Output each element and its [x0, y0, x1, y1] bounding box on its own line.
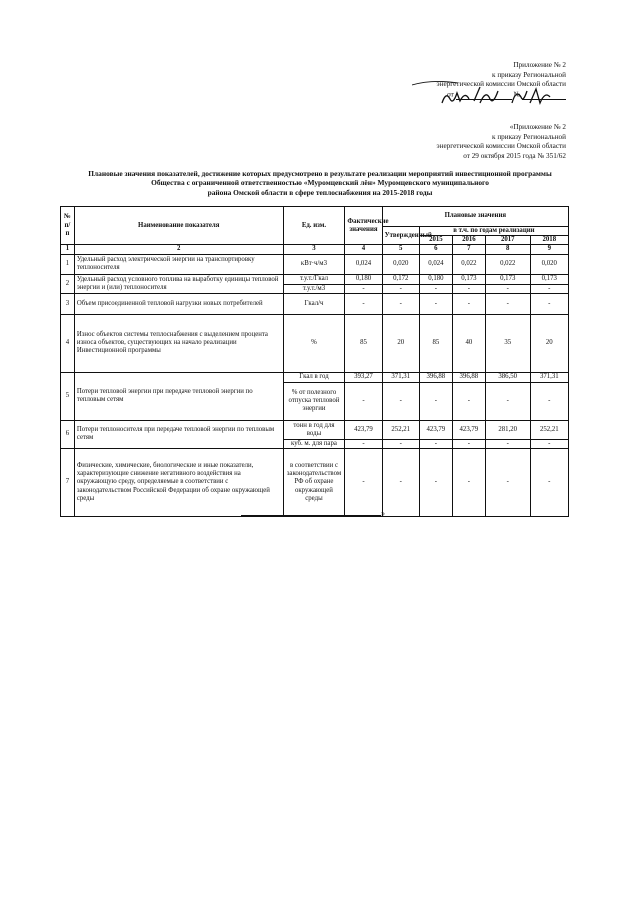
cell-value: 20 [530, 314, 568, 372]
cell-value: 396,88 [419, 372, 452, 382]
cell-value: 85 [419, 314, 452, 372]
cell-value: - [452, 293, 485, 314]
cell-value: 396,88 [452, 372, 485, 382]
title-line2: Общества с ограниченной ответственностью «Муромцевский лён» Муромцевского муниципального [151, 178, 489, 188]
row-unit: в соответствии с законодательством РФ об охране окружающей среды [283, 449, 345, 517]
cell-value: - [530, 293, 568, 314]
header-old-line2: к приказу Региональной [492, 132, 566, 141]
colnum: 2 [74, 245, 283, 254]
cell-value: - [419, 449, 452, 517]
col-2017-header: 2017 [485, 236, 530, 245]
cell-value: 0,022 [452, 254, 485, 274]
header-new-line1: Приложение № 2 [513, 61, 566, 69]
cell-value: - [382, 382, 419, 420]
cell-value: 252,21 [382, 420, 419, 439]
closing-rule [241, 515, 381, 516]
cell-value: - [530, 439, 568, 448]
cell-value: 20 [382, 314, 419, 372]
col-approved-header: Утвержденный [382, 227, 419, 245]
cell-value: 0,173 [452, 274, 485, 284]
row-unit: Гкал/ч [283, 293, 345, 314]
cell-value: 0,180 [419, 274, 452, 284]
cell-value: - [485, 382, 530, 420]
row-name: Удельный расход условного топлива на выработку единицы тепловой энергии и (или) теплоносителя [74, 274, 283, 293]
cell-value: - [382, 293, 419, 314]
plan-table [60, 206, 569, 517]
header-old-line1: «Приложение № 2 [509, 123, 566, 131]
row-unit: % [283, 314, 345, 372]
col-2015-header: 2015 [419, 236, 452, 245]
cell-value: - [382, 284, 419, 293]
header-old-line4: от 29 октября 2015 года № 351/62 [463, 151, 566, 160]
colnum: 5 [382, 245, 419, 254]
cell-value: - [485, 284, 530, 293]
colnum: 8 [485, 245, 530, 254]
cell-value: - [419, 382, 452, 420]
row-number: 2 [61, 274, 75, 293]
cell-value: 0,173 [530, 274, 568, 284]
cell-value: 386,50 [485, 372, 530, 382]
row-number: 5 [61, 372, 75, 420]
row-name: Потери теплоносителя при передаче тепловой энергии по тепловым сетям [74, 420, 283, 448]
col-plan-header: Плановые значения [382, 207, 568, 227]
cell-value: 393,27 [345, 372, 382, 382]
cell-value: 423,79 [345, 420, 382, 439]
cell-value: 0,022 [485, 254, 530, 274]
col-unit-header: Ед. изм. [283, 207, 345, 245]
cell-value: - [419, 284, 452, 293]
row-unit: кВт·ч/м3 [283, 254, 345, 274]
colnum: 3 [283, 245, 345, 254]
cell-value: 371,31 [382, 372, 419, 382]
row-unit: т.у.т./м3 [283, 284, 345, 293]
cell-value: - [345, 449, 382, 517]
colnum: 6 [419, 245, 452, 254]
col-2016-header: 2016 [452, 236, 485, 245]
header-new-line3: энергетической комиссии Омской области [436, 80, 566, 89]
row-unit: тонн в год для воды [283, 420, 345, 439]
colnum: 9 [530, 245, 568, 254]
cell-value: 423,79 [452, 420, 485, 439]
header-new-line2: к приказу Региональной [492, 70, 566, 79]
cell-value: 0,172 [382, 274, 419, 284]
row-name: Удельный расход электрической энергии на транспортировку теплоносителя [74, 254, 283, 274]
table-row [61, 449, 569, 517]
cell-value: - [485, 293, 530, 314]
row-name: Износ объектов системы теплоснабжения с выделением процента износа объектов, существующих на начало реализации Инвестиционной программы [74, 314, 283, 372]
column-number-row [61, 245, 569, 254]
row-number: 4 [61, 314, 75, 372]
cell-value: - [452, 449, 485, 517]
row-name: Объем присоединенной тепловой нагрузки новых потребителей [74, 293, 283, 314]
date-prefix: от [447, 90, 454, 99]
cell-value: - [419, 439, 452, 448]
cell-value: - [530, 284, 568, 293]
cell-value: 0,180 [345, 274, 382, 284]
title-line3: района Омской области в сфере теплоснабжения на 2015-2018 годы [207, 187, 433, 197]
cell-value: 0,020 [530, 254, 568, 274]
document-title [60, 169, 580, 197]
row-number: 6 [61, 420, 75, 448]
col-num-header: № п/п [61, 207, 75, 245]
cell-value: - [419, 293, 452, 314]
col-fact-header: Фактические значения [345, 207, 382, 245]
col-years-header: в т.ч. по годам реализации [419, 227, 568, 236]
colnum: 7 [452, 245, 485, 254]
cell-value: 281,20 [485, 420, 530, 439]
row-name: Потери тепловой энергии при передаче тепловой энергии по тепловым сетям [74, 372, 283, 420]
cell-value: - [530, 382, 568, 420]
cell-value: - [452, 439, 485, 448]
cell-value: 0,024 [345, 254, 382, 274]
cell-value: 0,024 [419, 254, 452, 274]
number-prefix: № [513, 90, 521, 99]
row-unit: т.у.т./Гкал [283, 274, 345, 284]
cell-value: 85 [345, 314, 382, 372]
colnum: 1 [61, 245, 75, 254]
cell-value: 35 [485, 314, 530, 372]
header-old-line3: энергетической комиссии Омской области [436, 142, 566, 151]
cell-value: - [345, 439, 382, 448]
table-row [61, 372, 569, 382]
cell-value: - [485, 439, 530, 448]
table-row [61, 314, 569, 372]
cell-value: 423,79 [419, 420, 452, 439]
cell-value: - [345, 284, 382, 293]
row-number: 3 [61, 293, 75, 314]
title-line1: Плановые значения показателей, достижение которых предусмотрено в результате реализации мероприятий инвестиционной программы [88, 169, 552, 178]
cell-value: 371,31 [530, 372, 568, 382]
cell-value: - [382, 449, 419, 517]
row-unit: куб. м. для пара [283, 439, 345, 448]
cell-value: - [345, 293, 382, 314]
col-2018-header: 2018 [530, 236, 568, 245]
table-row [61, 293, 569, 314]
cell-value: - [485, 449, 530, 517]
cell-value: 0,173 [485, 274, 530, 284]
cell-value: - [345, 382, 382, 420]
row-name: Физические, химические, биологические и иные показатели, характеризующие снижение негативного воздействия на окружающую среду, определяемые в соответствии с законодательством Российской Федерации об охране окружающей среды [74, 449, 283, 517]
row-unit: % от полезного отпуска тепловой энергии [283, 382, 345, 420]
cell-value: 40 [452, 314, 485, 372]
colnum: 4 [345, 245, 382, 254]
closing-quote: » [381, 509, 385, 518]
header-old [437, 123, 566, 161]
table-row [61, 274, 569, 284]
cell-value: - [382, 439, 419, 448]
table-row [61, 420, 569, 439]
row-number: 7 [61, 449, 75, 517]
cell-value: 0,020 [382, 254, 419, 274]
cell-value: 252,21 [530, 420, 568, 439]
cell-value: - [452, 284, 485, 293]
row-unit: Гкал в год [283, 372, 345, 382]
cell-value: - [452, 382, 485, 420]
handwritten-date-number [412, 79, 562, 109]
col-name-header: Наименование показателя [74, 207, 283, 245]
row-number: 1 [61, 254, 75, 274]
table-row [61, 254, 569, 274]
cell-value: - [530, 449, 568, 517]
